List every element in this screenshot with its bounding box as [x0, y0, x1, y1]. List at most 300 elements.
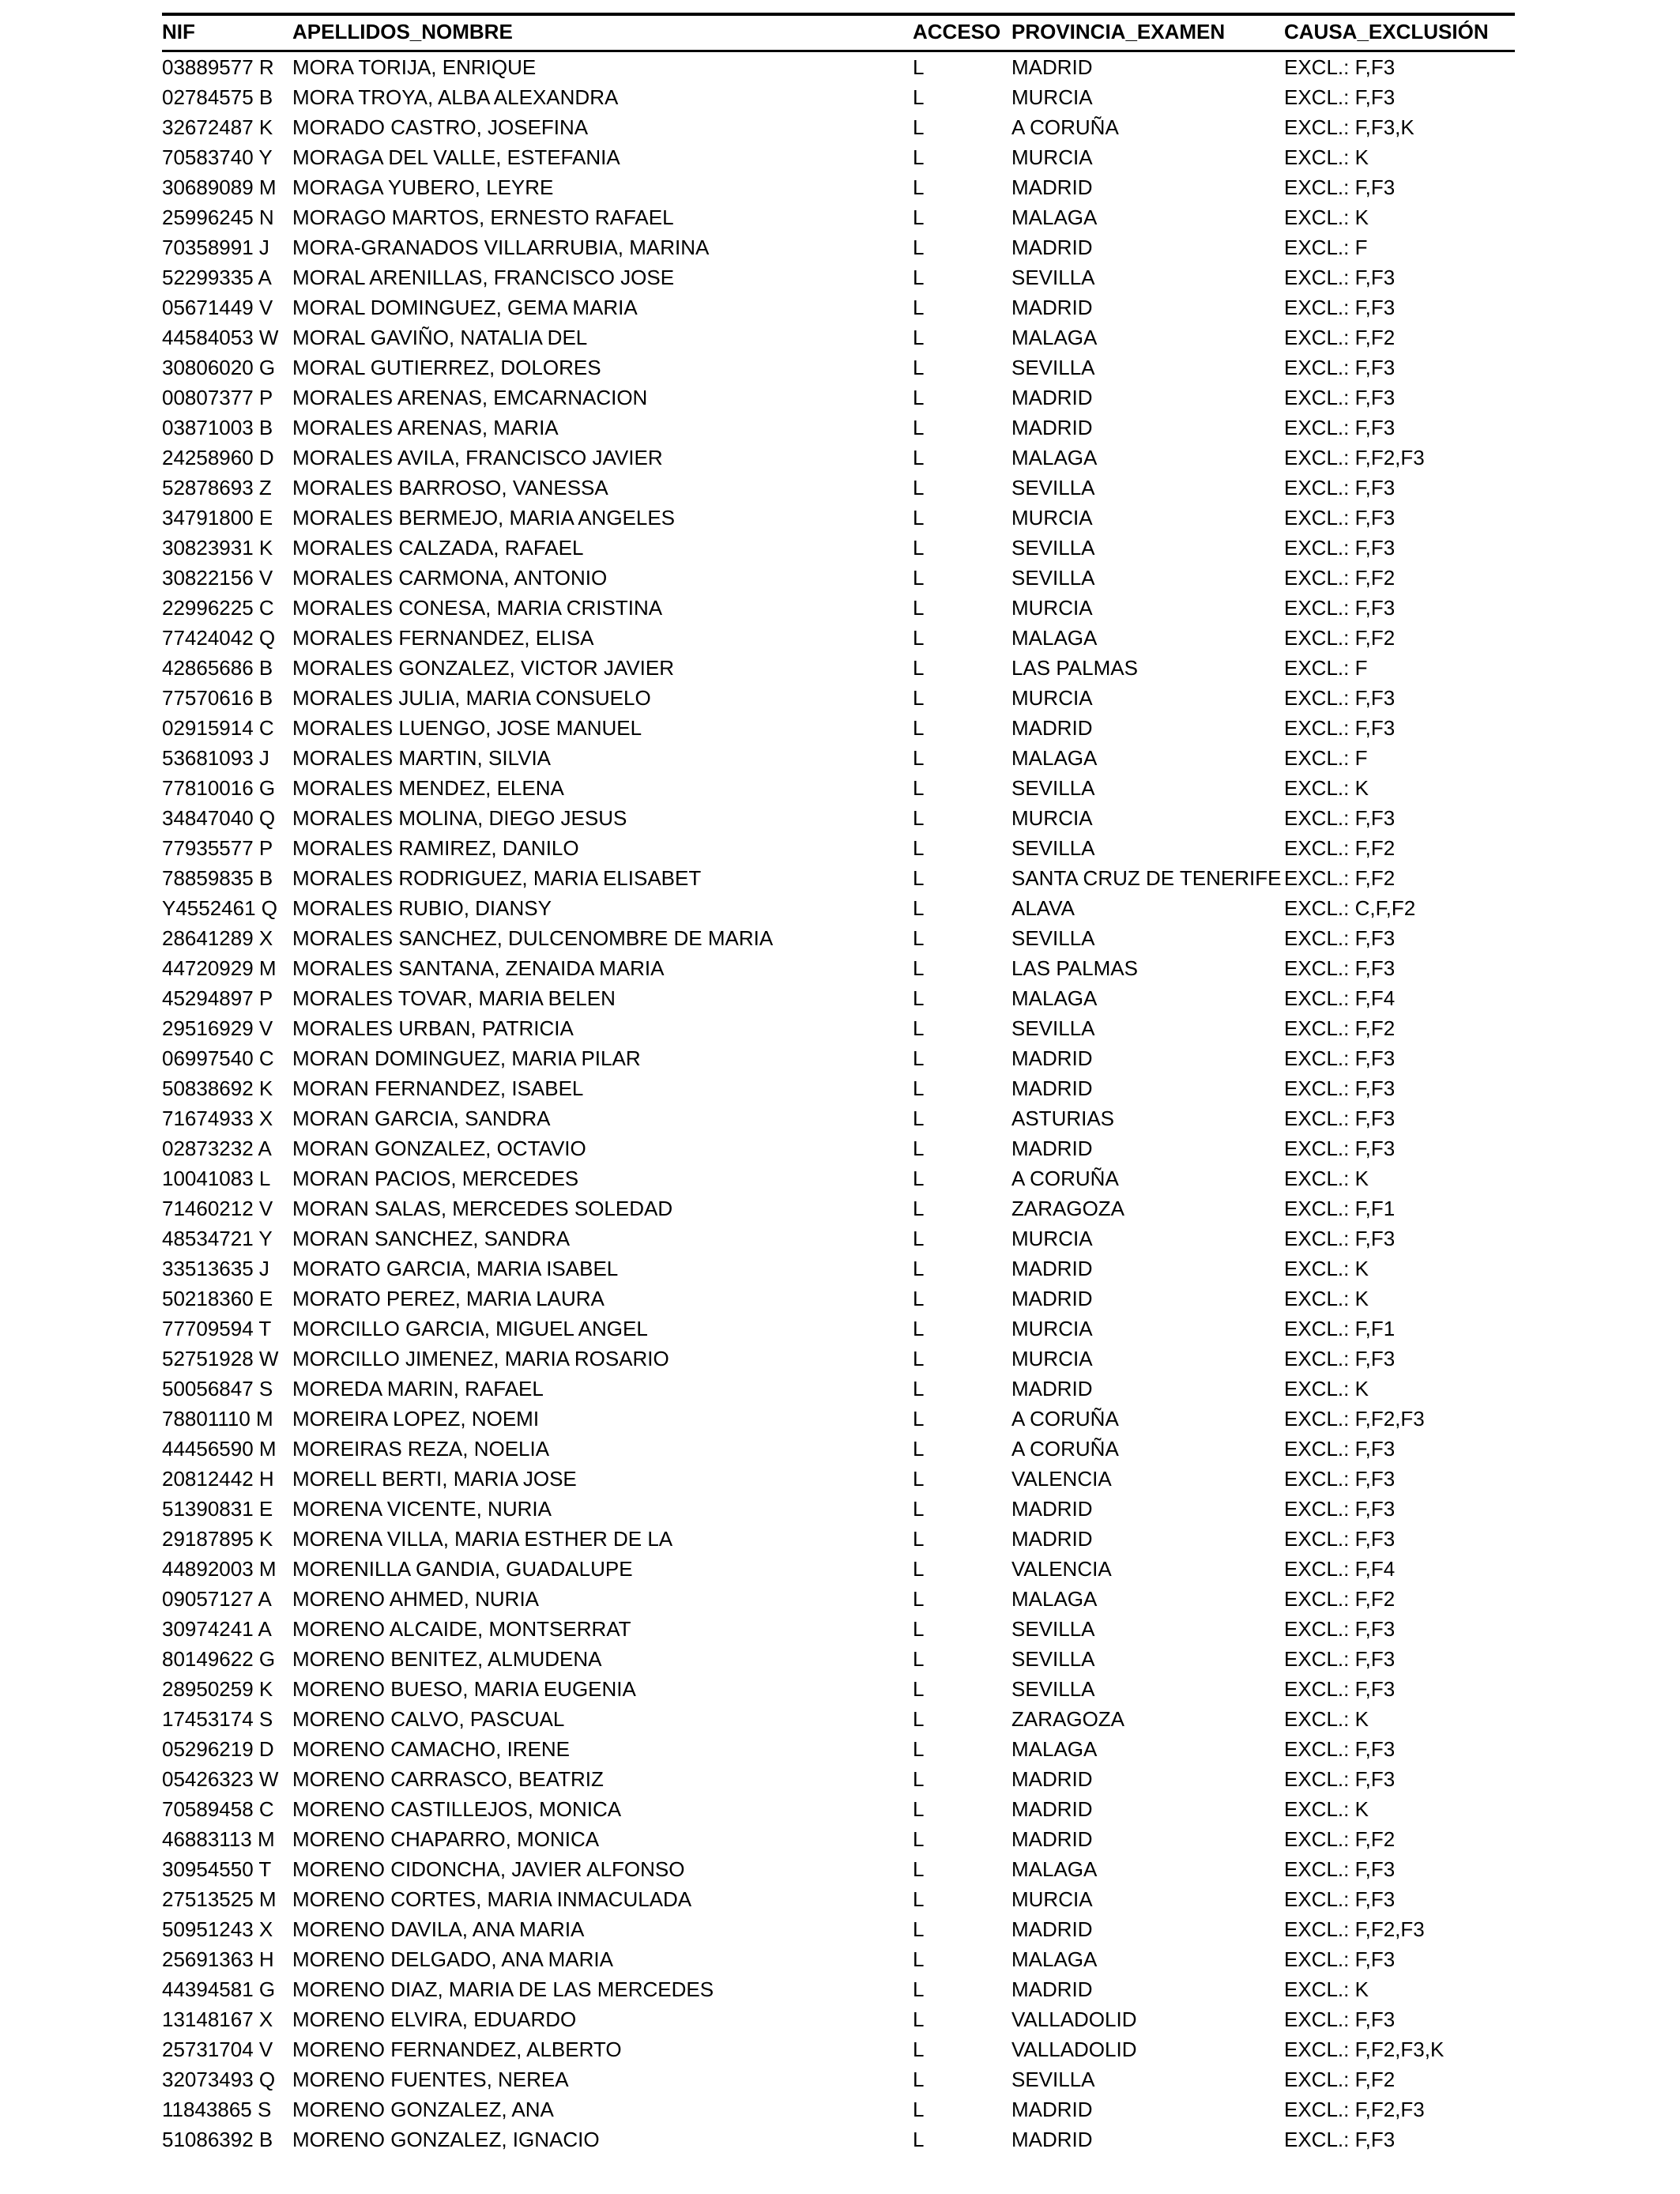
- cell-acceso: L: [913, 655, 925, 680]
- cell-nombre: MORCILLO JIMENEZ, MARIA ROSARIO: [292, 1346, 669, 1370]
- cell-provincia: MADRID: [1011, 415, 1093, 439]
- cell-acceso: L: [913, 1496, 925, 1521]
- cell-nombre: MORENO DIAZ, MARIA DE LAS MERCEDES: [292, 1977, 714, 2001]
- cell-nif: 32672487 K: [162, 115, 273, 139]
- cell-provincia: MURCIA: [1011, 145, 1093, 169]
- cell-provincia: ALAVA: [1011, 895, 1075, 920]
- cell-provincia: SEVILLA: [1011, 535, 1095, 560]
- cell-nif: Y4552461 Q: [162, 895, 278, 920]
- cell-acceso: L: [913, 1436, 925, 1461]
- cell-nif: 05296219 D: [162, 1736, 274, 1761]
- cell-causa: EXCL.: F,F3: [1284, 956, 1396, 980]
- cell-nif: 03889577 R: [162, 55, 274, 79]
- cell-acceso: L: [913, 1136, 925, 1160]
- cell-nif: 06997540 C: [162, 1046, 274, 1070]
- column-header-nombre: APELLIDOS_NOMBRE: [292, 14, 913, 51]
- cell-nombre: MORALES TOVAR, MARIA BELEN: [292, 986, 616, 1010]
- cell-acceso: L: [913, 265, 925, 289]
- cell-nif: 32073493 Q: [162, 2067, 276, 2091]
- cell-nif: 00807377 P: [162, 385, 273, 409]
- cell-nif: 25731704 V: [162, 2037, 273, 2061]
- cell-nombre: MORALES AVILA, FRANCISCO JAVIER: [292, 445, 663, 469]
- cell-nif: 34791800 E: [162, 505, 273, 530]
- cell-nombre: MORAN SANCHEZ, SANDRA: [292, 1226, 571, 1250]
- cell-acceso: L: [913, 445, 925, 469]
- table-row: [162, 172, 1515, 202]
- cell-nif: 05671449 V: [162, 295, 273, 319]
- cell-nif: 09057127 A: [162, 1586, 272, 1611]
- cell-nombre: MORCILLO GARCIA, MIGUEL ANGEL: [292, 1316, 648, 1340]
- cell-causa: EXCL.: F,F2,F3: [1284, 1406, 1425, 1431]
- table-row: [162, 413, 1515, 443]
- cell-acceso: L: [913, 745, 925, 770]
- cell-nombre: MORENILLA GANDIA, GUADALUPE: [292, 1556, 633, 1581]
- cell-nif: 30974241 A: [162, 1616, 272, 1641]
- table-row: [162, 232, 1515, 262]
- table-row: [162, 1103, 1515, 1133]
- cell-nombre: MORENO BENITEZ, ALMUDENA: [292, 1646, 602, 1671]
- cell-acceso: L: [913, 1196, 925, 1220]
- cell-provincia: SANTA CRUZ DE TENERIFE: [1011, 865, 1282, 890]
- table-row: [162, 1554, 1515, 1584]
- cell-nombre: MORENO FERNANDEZ, ALBERTO: [292, 2037, 622, 2061]
- table-row: [162, 1584, 1515, 1614]
- table-row: [162, 1914, 1515, 1944]
- table-row: [162, 1133, 1515, 1163]
- cell-causa: EXCL.: F,F3: [1284, 2007, 1396, 2031]
- cell-causa: EXCL.: F,F2: [1284, 1016, 1396, 1040]
- table-row: [162, 1043, 1515, 1073]
- table-row: [162, 2094, 1515, 2124]
- cell-nombre: MORAL GUTIERREZ, DOLORES: [292, 355, 601, 379]
- cell-causa: EXCL.: F,F2: [1284, 835, 1396, 860]
- cell-acceso: L: [913, 1616, 925, 1641]
- cell-nombre: MORENO CALVO, PASCUAL: [292, 1706, 565, 1731]
- exclusion-table: [162, 13, 1515, 2154]
- cell-nombre: MORALES MENDEZ, ELENA: [292, 775, 564, 800]
- cell-nombre: MORALES GONZALEZ, VICTOR JAVIER: [292, 655, 675, 680]
- cell-acceso: L: [913, 415, 925, 439]
- cell-provincia: MURCIA: [1011, 505, 1093, 530]
- cell-acceso: L: [913, 1526, 925, 1551]
- table-row: [162, 1193, 1515, 1223]
- cell-causa: EXCL.: K: [1284, 1286, 1369, 1310]
- cell-provincia: MURCIA: [1011, 1316, 1093, 1340]
- cell-nombre: MORAL ARENILLAS, FRANCISCO JOSE: [292, 265, 675, 289]
- cell-provincia: SEVILLA: [1011, 265, 1095, 289]
- cell-nombre: MORENO GONZALEZ, IGNACIO: [292, 2127, 600, 2151]
- table-row: [162, 953, 1515, 983]
- cell-acceso: L: [913, 1857, 925, 1881]
- cell-provincia: A CORUÑA: [1011, 1406, 1119, 1431]
- cell-acceso: L: [913, 956, 925, 980]
- cell-nif: 53681093 J: [162, 745, 269, 770]
- cell-nif: 30806020 G: [162, 355, 276, 379]
- cell-causa: EXCL.: F,F3: [1284, 175, 1396, 199]
- cell-acceso: L: [913, 1766, 925, 1791]
- cell-acceso: L: [913, 175, 925, 199]
- cell-causa: EXCL.: F,F3: [1284, 1646, 1396, 1671]
- table-row: [162, 833, 1515, 863]
- cell-causa: EXCL.: F,F2: [1284, 2067, 1396, 2091]
- table-row: [162, 2064, 1515, 2094]
- cell-provincia: MADRID: [1011, 1917, 1093, 1941]
- cell-provincia: MADRID: [1011, 1977, 1093, 2001]
- cell-acceso: L: [913, 2037, 925, 2061]
- table-row: [162, 1013, 1515, 1043]
- cell-nombre: MORAN DOMINGUEZ, MARIA PILAR: [292, 1046, 641, 1070]
- column-header-nif: NIF: [162, 14, 292, 51]
- cell-nombre: MORALES LUENGO, JOSE MANUEL: [292, 715, 642, 740]
- cell-nombre: MORELL BERTI, MARIA JOSE: [292, 1466, 577, 1491]
- cell-acceso: L: [913, 2097, 925, 2121]
- table-row: [162, 1314, 1515, 1344]
- cell-nif: 25996245 N: [162, 205, 274, 229]
- cell-nombre: MORENO DAVILA, ANA MARIA: [292, 1917, 585, 1941]
- cell-acceso: L: [913, 895, 925, 920]
- table-row: [162, 1163, 1515, 1193]
- table-row: [162, 1223, 1515, 1253]
- cell-causa: EXCL.: F,F3: [1284, 1887, 1396, 1911]
- cell-nif: 70358991 J: [162, 235, 269, 259]
- cell-acceso: L: [913, 1406, 925, 1431]
- cell-acceso: L: [913, 835, 925, 860]
- cell-causa: EXCL.: F,F3: [1284, 1106, 1396, 1130]
- cell-provincia: ASTURIAS: [1011, 1106, 1115, 1130]
- cell-causa: EXCL.: F,F3: [1284, 1076, 1396, 1100]
- table-row: [162, 1494, 1515, 1524]
- table-row: [162, 1674, 1515, 1704]
- cell-nombre: MORALES RUBIO, DIANSY: [292, 895, 552, 920]
- cell-nombre: MORA-GRANADOS VILLARRUBIA, MARINA: [292, 235, 710, 259]
- table-row: [162, 593, 1515, 623]
- cell-nombre: MORALES JULIA, MARIA CONSUELO: [292, 685, 651, 710]
- cell-acceso: L: [913, 355, 925, 379]
- cell-acceso: L: [913, 325, 925, 349]
- cell-nif: 11843865 S: [162, 2097, 272, 2121]
- cell-causa: EXCL.: F,F3: [1284, 1436, 1396, 1461]
- cell-provincia: MADRID: [1011, 1796, 1093, 1821]
- cell-causa: EXCL.: F,F3: [1284, 1766, 1396, 1791]
- cell-nif: 78801110 M: [162, 1406, 273, 1431]
- cell-causa: EXCL.: F,F3: [1284, 505, 1396, 530]
- cell-provincia: LAS PALMAS: [1011, 655, 1138, 680]
- cell-provincia: ZARAGOZA: [1011, 1706, 1125, 1731]
- cell-nombre: MORAN GONZALEZ, OCTAVIO: [292, 1136, 586, 1160]
- cell-causa: EXCL.: F,F3: [1284, 2127, 1396, 2151]
- cell-acceso: L: [913, 685, 925, 710]
- cell-acceso: L: [913, 1376, 925, 1400]
- cell-acceso: L: [913, 1736, 925, 1761]
- cell-causa: EXCL.: F,F2,F3: [1284, 445, 1425, 469]
- cell-causa: EXCL.: F,F2,F3: [1284, 1917, 1425, 1941]
- cell-nif: 71674933 X: [162, 1106, 273, 1130]
- cell-provincia: MADRID: [1011, 1256, 1093, 1280]
- cell-causa: EXCL.: F,F3: [1284, 1736, 1396, 1761]
- cell-provincia: MADRID: [1011, 175, 1093, 199]
- cell-causa: EXCL.: F,F2,F3,K: [1284, 2037, 1445, 2061]
- cell-nombre: MORALES BERMEJO, MARIA ANGELES: [292, 505, 676, 530]
- cell-provincia: MURCIA: [1011, 805, 1093, 830]
- table-row: [162, 2034, 1515, 2064]
- cell-causa: EXCL.: F,F3: [1284, 1526, 1396, 1551]
- cell-nombre: MORALES CALZADA, RAFAEL: [292, 535, 584, 560]
- cell-provincia: MADRID: [1011, 715, 1093, 740]
- cell-nombre: MORENO DELGADO, ANA MARIA: [292, 1947, 613, 1971]
- cell-nif: 34847040 Q: [162, 805, 276, 830]
- cell-nif: 22996225 C: [162, 595, 274, 620]
- cell-provincia: MADRID: [1011, 1046, 1093, 1070]
- cell-acceso: L: [913, 85, 925, 109]
- cell-causa: EXCL.: K: [1284, 205, 1369, 229]
- cell-provincia: MADRID: [1011, 235, 1093, 259]
- cell-provincia: A CORUÑA: [1011, 1166, 1119, 1190]
- cell-acceso: L: [913, 775, 925, 800]
- cell-provincia: MALAGA: [1011, 1857, 1098, 1881]
- cell-nif: 77570616 B: [162, 685, 273, 710]
- cell-causa: EXCL.: F,F2: [1284, 1826, 1396, 1851]
- table-row: [162, 202, 1515, 232]
- cell-acceso: L: [913, 1316, 925, 1340]
- table-row: [162, 1374, 1515, 1404]
- table-row: [162, 1404, 1515, 1434]
- cell-causa: EXCL.: F,F3: [1284, 265, 1396, 289]
- cell-nif: 28641289 X: [162, 925, 273, 950]
- table-row: [162, 533, 1515, 563]
- cell-nif: 29516929 V: [162, 1016, 273, 1040]
- table-row: [162, 443, 1515, 473]
- cell-provincia: MURCIA: [1011, 685, 1093, 710]
- cell-nif: 13148167 X: [162, 2007, 273, 2031]
- table-row: [162, 893, 1515, 923]
- cell-provincia: MURCIA: [1011, 1346, 1093, 1370]
- cell-acceso: L: [913, 145, 925, 169]
- cell-provincia: MALAGA: [1011, 745, 1098, 770]
- cell-nif: 25691363 H: [162, 1947, 274, 1971]
- cell-provincia: MALAGA: [1011, 986, 1098, 1010]
- cell-nif: 02873232 A: [162, 1136, 272, 1160]
- cell-nif: 44456590 M: [162, 1436, 277, 1461]
- table-row: [162, 112, 1515, 142]
- cell-nombre: MORENO CAMACHO, IRENE: [292, 1736, 571, 1761]
- table-row: [162, 983, 1515, 1013]
- cell-provincia: MURCIA: [1011, 595, 1093, 620]
- cell-nombre: MOREIRAS REZA, NOELIA: [292, 1436, 550, 1461]
- cell-provincia: MALAGA: [1011, 1586, 1098, 1611]
- cell-causa: EXCL.: F,F4: [1284, 1556, 1396, 1581]
- cell-causa: EXCL.: F: [1284, 745, 1368, 770]
- cell-provincia: MADRID: [1011, 1526, 1093, 1551]
- cell-provincia: SEVILLA: [1011, 1646, 1095, 1671]
- cell-nif: 27513525 M: [162, 1887, 277, 1911]
- cell-nif: 05426323 W: [162, 1766, 279, 1791]
- cell-causa: EXCL.: K: [1284, 1977, 1369, 2001]
- column-header-causa: CAUSA_EXCLUSIÓN: [1284, 14, 1515, 51]
- cell-nif: 30689089 M: [162, 175, 277, 199]
- cell-nombre: MORENO ELVIRA, EDUARDO: [292, 2007, 577, 2031]
- cell-provincia: MALAGA: [1011, 205, 1098, 229]
- cell-provincia: MALAGA: [1011, 445, 1098, 469]
- table-row: [162, 1854, 1515, 1884]
- cell-provincia: SEVILLA: [1011, 2067, 1095, 2091]
- cell-nombre: MORALES CONESA, MARIA CRISTINA: [292, 595, 663, 620]
- cell-nif: 44394581 G: [162, 1977, 276, 2001]
- cell-nif: 24258960 D: [162, 445, 274, 469]
- table-row: [162, 1704, 1515, 1734]
- cell-nombre: MORALES BARROSO, VANESSA: [292, 475, 608, 499]
- cell-nif: 30823931 K: [162, 535, 273, 560]
- cell-causa: EXCL.: F,F3: [1284, 1496, 1396, 1521]
- cell-acceso: L: [913, 625, 925, 650]
- table-row: [162, 503, 1515, 533]
- cell-nombre: MORAN PACIOS, MERCEDES: [292, 1166, 579, 1190]
- cell-nombre: MORALES ARENAS, MARIA: [292, 415, 559, 439]
- table-row: [162, 82, 1515, 112]
- cell-causa: EXCL.: K: [1284, 145, 1369, 169]
- cell-acceso: L: [913, 1106, 925, 1130]
- cell-provincia: VALLADOLID: [1011, 2037, 1137, 2061]
- table-row: [162, 1794, 1515, 1824]
- cell-nif: 52299335 A: [162, 265, 272, 289]
- cell-causa: EXCL.: F: [1284, 655, 1368, 680]
- cell-acceso: L: [913, 1346, 925, 1370]
- cell-causa: EXCL.: F,F3: [1284, 475, 1396, 499]
- cell-nombre: MORALES RODRIGUEZ, MARIA ELISABET: [292, 865, 702, 890]
- cell-nif: 77810016 G: [162, 775, 276, 800]
- cell-nif: 52878693 Z: [162, 475, 272, 499]
- cell-nombre: MORA TROYA, ALBA ALEXANDRA: [292, 85, 619, 109]
- cell-provincia: SEVILLA: [1011, 775, 1095, 800]
- cell-causa: EXCL.: F,F3: [1284, 595, 1396, 620]
- cell-nif: 77424042 Q: [162, 625, 276, 650]
- cell-acceso: L: [913, 1256, 925, 1280]
- cell-provincia: MADRID: [1011, 1136, 1093, 1160]
- table-row: [162, 1884, 1515, 1914]
- cell-nombre: MORA TORIJA, ENRIQUE: [292, 55, 537, 79]
- cell-provincia: MADRID: [1011, 1286, 1093, 1310]
- cell-nombre: MORENA VICENTE, NURIA: [292, 1496, 552, 1521]
- table-row: [162, 653, 1515, 683]
- cell-causa: EXCL.: C,F,F2: [1284, 895, 1416, 920]
- cell-acceso: L: [913, 2127, 925, 2151]
- table-row: [162, 713, 1515, 743]
- table-row: [162, 1764, 1515, 1794]
- cell-provincia: MADRID: [1011, 1826, 1093, 1851]
- table-row: [162, 322, 1515, 352]
- cell-acceso: L: [913, 475, 925, 499]
- cell-provincia: MALAGA: [1011, 1736, 1098, 1761]
- cell-nombre: MORENO CARRASCO, BEATRIZ: [292, 1766, 604, 1791]
- cell-nombre: MORENO CIDONCHA, JAVIER ALFONSO: [292, 1857, 685, 1881]
- cell-nif: 78859835 B: [162, 865, 273, 890]
- table-row: [162, 1524, 1515, 1554]
- table-row: [162, 1073, 1515, 1103]
- table-row: [162, 1284, 1515, 1314]
- cell-causa: EXCL.: K: [1284, 1706, 1369, 1731]
- cell-provincia: MADRID: [1011, 2127, 1093, 2151]
- table-row: [162, 1644, 1515, 1674]
- table-row: [162, 352, 1515, 383]
- cell-nombre: MORAGA YUBERO, LEYRE: [292, 175, 554, 199]
- cell-causa: EXCL.: F,F3: [1284, 1226, 1396, 1250]
- cell-acceso: L: [913, 925, 925, 950]
- cell-causa: EXCL.: K: [1284, 775, 1369, 800]
- cell-nombre: MORAL GAVIÑO, NATALIA DEL: [292, 325, 588, 349]
- cell-causa: EXCL.: F,F3: [1284, 1947, 1396, 1971]
- cell-causa: EXCL.: F,F3: [1284, 355, 1396, 379]
- cell-provincia: MURCIA: [1011, 1887, 1093, 1911]
- cell-causa: EXCL.: F,F3: [1284, 1466, 1396, 1491]
- table-row: [162, 142, 1515, 172]
- cell-nombre: MORENA VILLA, MARIA ESTHER DE LA: [292, 1526, 673, 1551]
- cell-acceso: L: [913, 1556, 925, 1581]
- cell-acceso: L: [913, 986, 925, 1010]
- cell-provincia: SEVILLA: [1011, 1676, 1095, 1701]
- cell-provincia: SEVILLA: [1011, 925, 1095, 950]
- cell-nif: 30822156 V: [162, 565, 273, 590]
- table-row: [162, 1434, 1515, 1464]
- cell-provincia: SEVILLA: [1011, 1016, 1095, 1040]
- cell-provincia: MALAGA: [1011, 625, 1098, 650]
- cell-nif: 17453174 S: [162, 1706, 273, 1731]
- cell-provincia: MURCIA: [1011, 1226, 1093, 1250]
- cell-causa: EXCL.: F,F4: [1284, 986, 1396, 1010]
- cell-nombre: MOREDA MARIN, RAFAEL: [292, 1376, 544, 1400]
- cell-causa: EXCL.: F,F2: [1284, 565, 1396, 590]
- table-row: [162, 262, 1515, 292]
- cell-nombre: MORENO AHMED, NURIA: [292, 1586, 540, 1611]
- cell-nif: 29187895 K: [162, 1526, 273, 1551]
- cell-causa: EXCL.: F,F3: [1284, 1857, 1396, 1881]
- cell-causa: EXCL.: F,F3: [1284, 715, 1396, 740]
- cell-acceso: L: [913, 715, 925, 740]
- cell-provincia: SEVILLA: [1011, 1616, 1095, 1641]
- cell-causa: EXCL.: F,F3: [1284, 1616, 1396, 1641]
- cell-causa: EXCL.: F,F3: [1284, 535, 1396, 560]
- cell-acceso: L: [913, 505, 925, 530]
- cell-causa: EXCL.: F,F3: [1284, 925, 1396, 950]
- cell-provincia: VALLADOLID: [1011, 2007, 1137, 2031]
- cell-nif: 02915914 C: [162, 715, 274, 740]
- cell-nombre: MORAL DOMINGUEZ, GEMA MARIA: [292, 295, 638, 319]
- cell-nombre: MORENO FUENTES, NEREA: [292, 2067, 569, 2091]
- cell-provincia: MADRID: [1011, 1076, 1093, 1100]
- cell-causa: EXCL.: F,F1: [1284, 1316, 1396, 1340]
- cell-causa: EXCL.: F,F3,K: [1284, 115, 1414, 139]
- table-row: [162, 863, 1515, 893]
- cell-provincia: MALAGA: [1011, 325, 1098, 349]
- table-row: [162, 1253, 1515, 1284]
- table-row: [162, 923, 1515, 953]
- cell-provincia: MALAGA: [1011, 1947, 1098, 1971]
- cell-nombre: MORALES SANCHEZ, DULCENOMBRE DE MARIA: [292, 925, 774, 950]
- cell-acceso: L: [913, 1796, 925, 1821]
- cell-causa: EXCL.: F,F3: [1284, 85, 1396, 109]
- cell-nombre: MORALES MARTIN, SILVIA: [292, 745, 552, 770]
- cell-provincia: A CORUÑA: [1011, 1436, 1119, 1461]
- cell-acceso: L: [913, 595, 925, 620]
- cell-nombre: MORENO CHAPARRO, MONICA: [292, 1826, 600, 1851]
- table-row: [162, 2124, 1515, 2154]
- cell-nif: 50838692 K: [162, 1076, 273, 1100]
- cell-nif: 50951243 X: [162, 1917, 273, 1941]
- cell-acceso: L: [913, 1646, 925, 1671]
- cell-nombre: MORATO PEREZ, MARIA LAURA: [292, 1286, 605, 1310]
- cell-nif: 77935577 P: [162, 835, 273, 860]
- cell-nombre: MORADO CASTRO, JOSEFINA: [292, 115, 589, 139]
- cell-provincia: VALENCIA: [1011, 1556, 1112, 1581]
- table-row: [162, 743, 1515, 773]
